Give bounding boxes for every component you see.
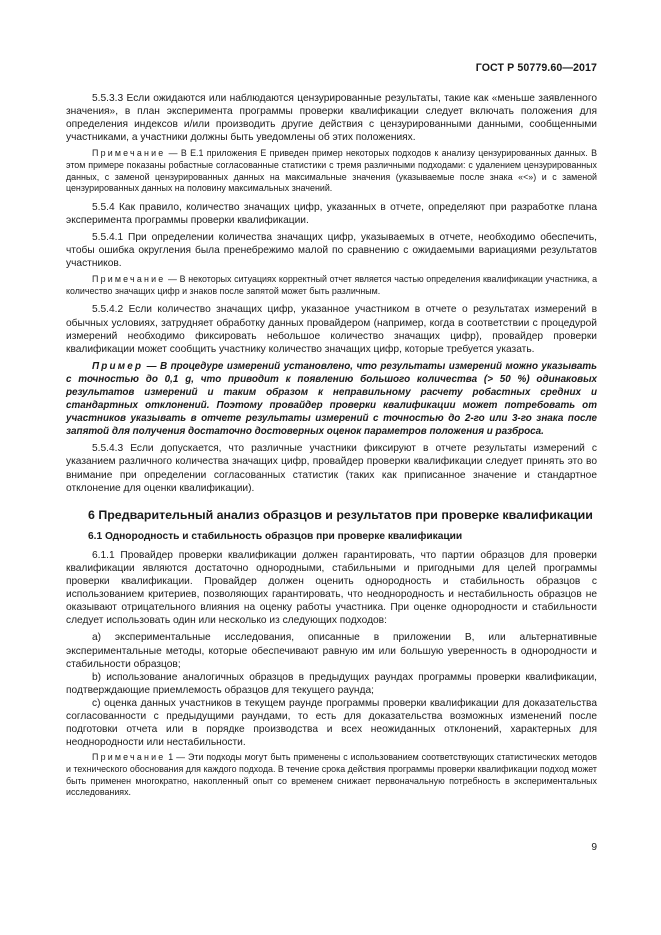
note-text: — В Е.1 приложения Е приведен пример некоторых подходов к анализу цензурированных данных. В этом примере показаны робастные согласованные статистики с тремя различными подходами: с удалением цензурированных данных, с заменой цензурированных данных на максимальные значения (указываемые после знака «<») и с заменой цензурированных данных на половину максимальных значений. [66, 148, 597, 194]
paragraph-5-5-4: 5.5.4 Как правило, количество значащих цифр, указанных в отчете, определяют при разработке плана эксперимента программы проверки квалификации. [66, 201, 597, 226]
note-censored-data [66, 148, 597, 194]
document-header: ГОСТ Р 50779.60—2017 [475, 62, 597, 74]
section-6-heading: 6 Предварительный анализ образцов и результатов при проверке квалификации [88, 507, 593, 522]
document-body [66, 92, 597, 805]
list-item-c: c) оценка данных участников в текущем раунде программы проверки квалификации для доказательства согласованности с предыдущими раундами, то есть для доказательства возможных изменений после подготовки отчета или в порядке производства и всех неожиданных отклонений, характерных для неоднородности или нестабильности. [66, 697, 597, 749]
example-block [66, 360, 597, 439]
example-text: — В процедуре измерений установлено, что результаты измерений можно указывать с точностью до 0,1 g, что приводит к появлению большого количества (> 50 %) одинаковых результатов измерений и таким образом к неправильному расчету робастных средних и стандартных отклонений. Поэтому провайдер проверки квалификации может потребовать от участников указывать в отчете результаты измерений с точностью до 2-го или 3-го знака после запятой для получения достаточно достоверных оценок параметров положения и разброса. [66, 360, 597, 438]
note-significant-digits [66, 274, 597, 297]
paragraph-6-1-1: 6.1.1 Провайдер проверки квалификации должен гарантировать, что партии образцов для проверки квалификации являются достаточно однородными, стабильными и пригодными для целей программы проверки квалификации. Провайдер должен оценить однородность и стабильность образцов с использованием критериев, позволяющих гарантировать, что неоднородность и нестабильность образцов не оказывают отрицательного влияния на оценку работы участника. При оценке однородности и стабильности следует использовать один или несколько из следующих подходов: [66, 549, 597, 627]
note-label: Примечание [92, 274, 166, 285]
paragraph-5-5-4-3: 5.5.4.3 Если допускается, что различные участники фиксируют в отчете результаты измерений с указанием различного количества значащих цифр, провайдер проверки квалификации следует принять это во внимание при определении согласованных статистик (таких как приписанное значение и стандартное отклонение для оценки квалификации). [66, 443, 597, 494]
paragraph-5-5-4-2: 5.5.4.2 Если количество значащих цифр, указанное участником в отчете о результатах измерений в обычных условиях, затрудняет обработку данных провайдером (например, когда в соответствии с процедурой измерений необходимо фиксировать небольшое количество значащих цифр), провайдер проверки квалификации может сообщить участнику количество значащих цифр, которые требуется указать. [66, 304, 597, 355]
list-item-b: b) использование аналогичных образцов в предыдущих раундах программы проверки квалификации, подтверждающие приемлемость образцов для текущего раунда; [66, 671, 597, 696]
note-label: Примечание [92, 752, 166, 763]
note-approaches [66, 752, 597, 798]
note-label: Примечание [92, 148, 166, 159]
note-text: 1 — Эти подходы могут быть применены с использованием соответствующих статистических методов и технического обоснования для каждого подхода. В течение срока действия программы проверки квалификации подход может быть применен многократно, накопленный опыт со временем снижает первоначальную потребность в экспериментальных исследованиях. [66, 752, 597, 798]
note-text: — В некоторых ситуациях корректный отчет является частью определения квалификации участника, а количество значащих цифр и знаков после запятой может быть различным. [66, 274, 597, 296]
section-6-1-heading: 6.1 Однородность и стабильность образцов при проверке квалификации [88, 530, 463, 542]
example-label: Пример [92, 360, 144, 372]
paragraph-5-5-4-1: 5.5.4.1 При определении количества значащих цифр, указываемых в отчете, необходимо обеспечить, чтобы ошибка округления была пренебрежимо малой по сравнению с ожидаемыми вариациями результатов участников. [66, 231, 597, 270]
paragraph-5-5-3-3: 5.5.3.3 Если ожидаются или наблюдаются цензурированные результаты, такие как «меньше заявленного значения», в план эксперимента программы проверки квалификации следует включать положения для определения индексов и/или производить другие действия с цензурированными данными, сообщенными участниками, а участники должны быть уведомлены об этих положениях. [66, 93, 597, 144]
page-number: 9 [591, 842, 597, 853]
list-item-a: a) экспериментальные исследования, описанные в приложении В, или альтернативные экспериментальные методы, которые обеспечивают равную им или большую уверенность в однородности и стабильности образцов; [66, 632, 597, 670]
